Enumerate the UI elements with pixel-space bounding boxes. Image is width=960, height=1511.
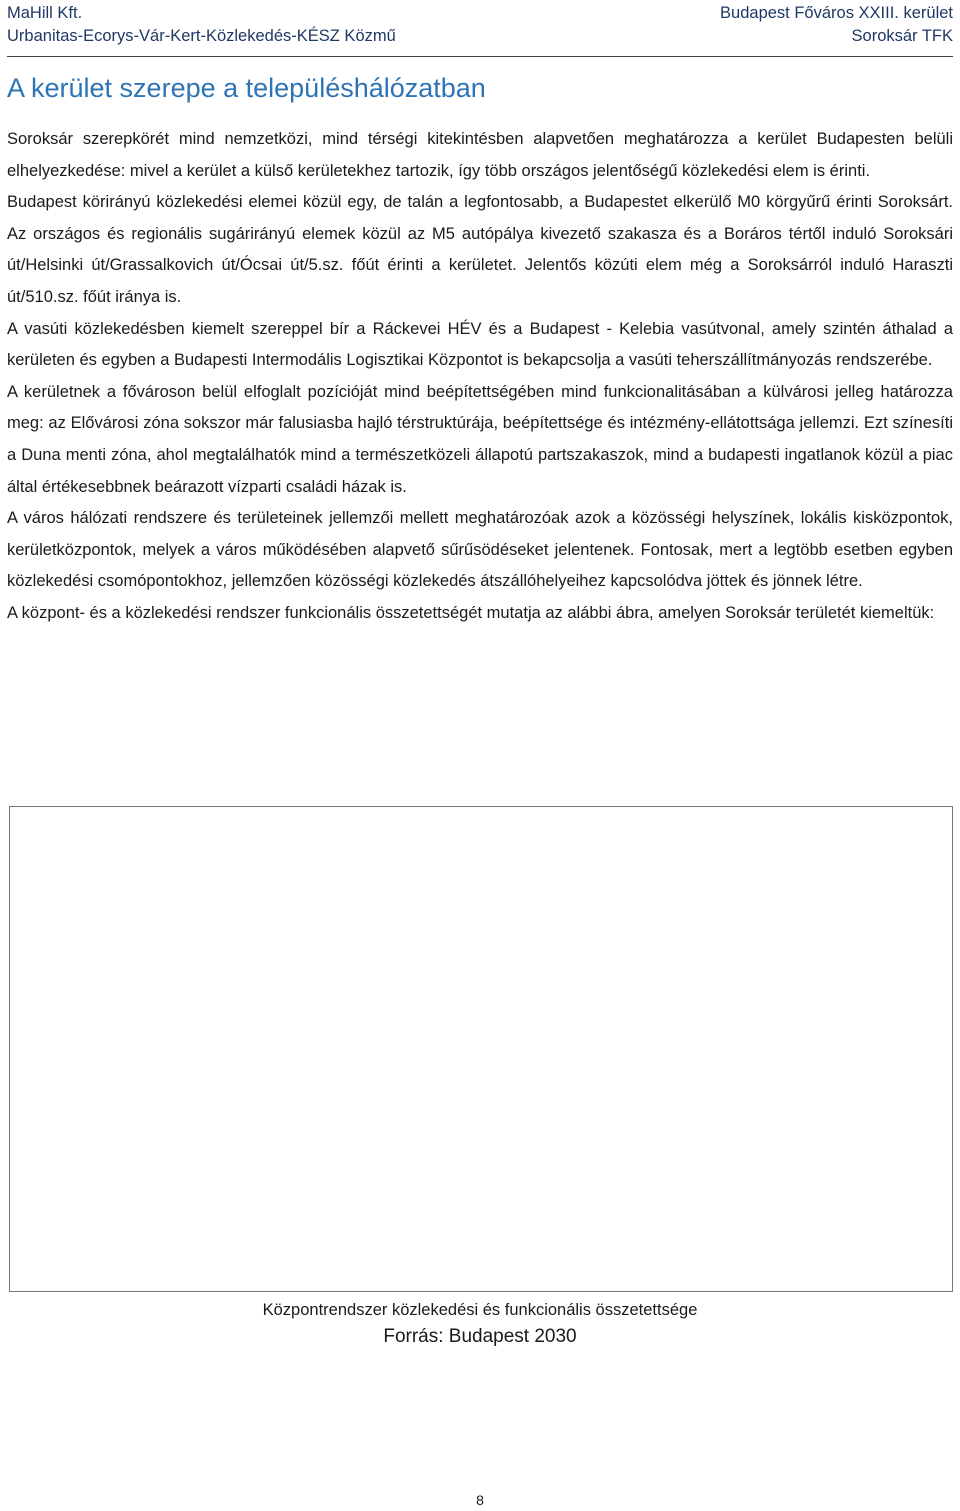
- section-title: A kerület szerepe a településhálózatban: [7, 73, 486, 103]
- page-header: [7, 0, 953, 57]
- figure-placeholder: [9, 806, 953, 1292]
- header-district: Budapest Főváros XXIII. kerület: [720, 4, 953, 22]
- figure-caption: Központrendszer közlekedési és funkcionális összetettsége: [262, 1301, 698, 1319]
- header-consortium: Urbanitas-Ecorys-Vár-Kert-Közlekedés-KÉSZ Közmű: [7, 27, 396, 45]
- header-document: Soroksár TFK: [851, 27, 953, 45]
- paragraph: Soroksár szerepkörét mind nemzetközi, mind térségi kitekintésben alapvetően meghatározza a kerület Budapesten belüli elhelyezkedése: mivel a kerület a külső kerületekhez tartozik, így több országos jelentőségű közlekedési elem is érinti.: [7, 130, 953, 180]
- header-company: MaHill Kft.: [7, 4, 83, 22]
- header-left: [7, 2, 396, 48]
- header-right: [720, 2, 953, 48]
- paragraph: A város hálózati rendszere és területeinek jellemzői mellett meghatározóak azok a közösségi helyszínek, lokális kisközpontok, kerületközpontok, melyek a város működésében alapvető sűrűsödéseket jelentenek. Fontosak, mert a legtöbb esetben egyben közlekedési csomópontokhoz, jellemzően közösségi közlekedés átszállóhelyeihez kapcsolódva jöttek és jönnek létre.: [7, 509, 953, 591]
- paragraph: A vasúti közlekedésben kiemelt szereppel bír a Ráckevei HÉV és a Budapest - Kelebia vasútvonal, amely szintén áthalad a kerületen és egyben a Budapesti Intermodális Logisztikai Központot is bekapcsolja a vasúti teherszállítmányozás rendszerébe.: [7, 319, 953, 370]
- paragraph: A központ- és a közlekedési rendszer funkcionális összetettségét mutatja az alábbi ábra, amelyen Soroksár területét kiemeltük:: [7, 603, 935, 622]
- paragraph: A kerületnek a fővároson belül elfoglalt pozícióját mind beépítettségében mind funkcionalitásában a külvárosi jelleg határozza meg: az Elővárosi zóna sokszor már falusiasba hajló térstruktúrája, beépítettsége és intézmény-ellátottsága jellemzi. Ezt színesíti a Duna menti zóna, ahol megtalálhatók mind a természetközeli állapotú partszakaszok, mind a budapesti ingatlanok közül a piac által értékesebbnek beárazott vízparti családi házak is.: [7, 382, 953, 496]
- paragraph: Budapest körirányú közlekedési elemei közül egy, de talán a legfontosabb, a Budapestet elkerülő M0 körgyűrű érinti Soroksárt. Az országos és regionális sugárirányú elemek közül az M5 autópálya kivezető szakasza és a Boráros tértől induló Soroksári út/Helsinki út/Grassalkovich út/Ócsai út/5.sz. főút érinti a kerületet. Jelentős közúti elem még a Soroksárról induló Haraszti út/510.sz. főút iránya is.: [7, 193, 953, 306]
- figure-source: Forrás: Budapest 2030: [383, 1326, 577, 1347]
- page-number: 8: [476, 1492, 484, 1508]
- body-text: [7, 124, 953, 630]
